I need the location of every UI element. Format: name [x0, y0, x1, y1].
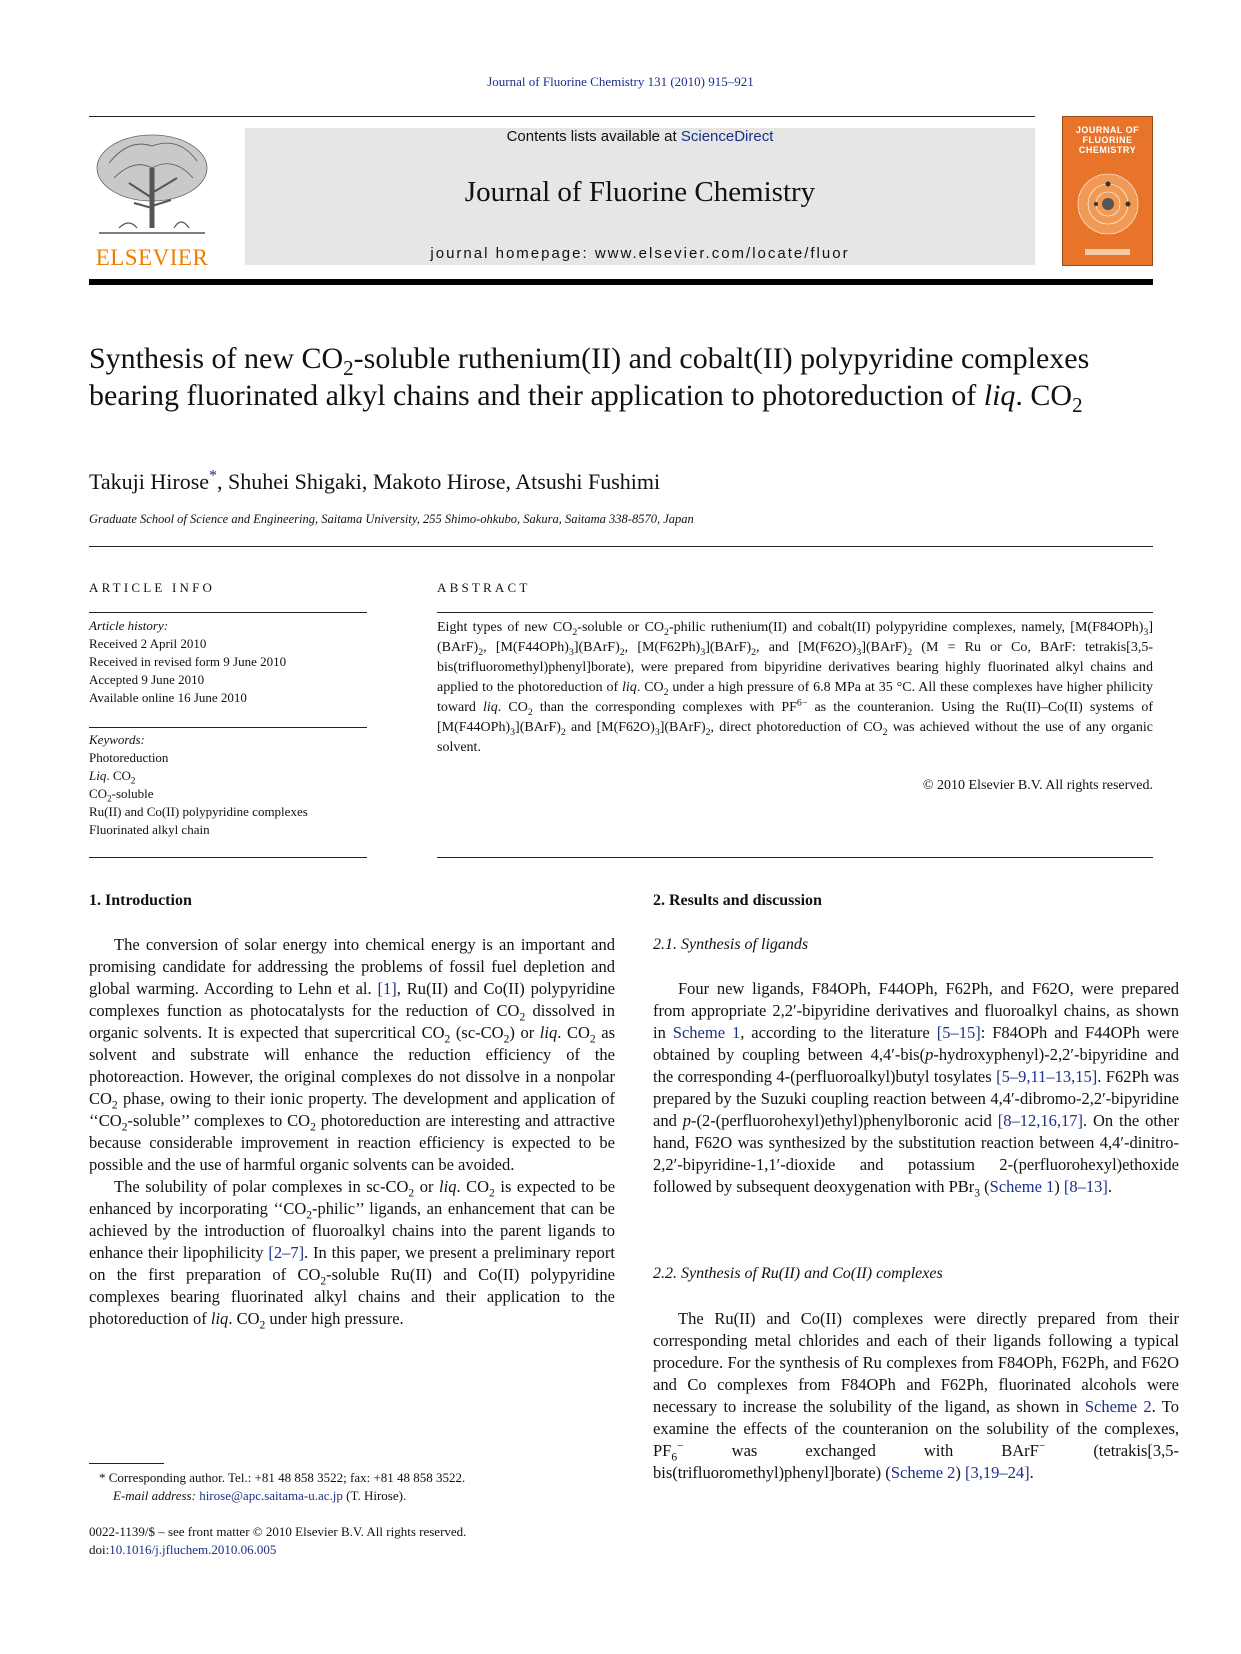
running-head: Journal of Fluorine Chemistry 131 (2010) 915–921	[487, 74, 754, 89]
journal-cover-image	[1062, 116, 1153, 266]
elsevier-wordmark: ELSEVIER	[95, 245, 209, 270]
citation-link[interactable]: [8–13]	[1063, 1177, 1108, 1196]
history-received: Received 2 April 2010	[89, 636, 207, 651]
contents-line	[245, 128, 1035, 145]
scheme-link[interactable]: Scheme 2	[1084, 1397, 1152, 1416]
citation-link[interactable]: [1]	[377, 979, 397, 998]
citation-link[interactable]: [8–12,16,17]	[997, 1111, 1084, 1130]
keyword-item: Fluorinated alkyl chain	[89, 822, 210, 837]
history-accepted: Accepted 9 June 2010	[89, 672, 205, 687]
divider	[437, 612, 1153, 613]
citation-link[interactable]: [3,19–24]	[965, 1463, 1030, 1482]
scheme-link[interactable]: Scheme 1	[989, 1177, 1055, 1196]
subsection-heading-ligands: 2.1. Synthesis of ligands	[653, 936, 809, 953]
article-info-heading: ARTICLE INFO	[89, 580, 216, 595]
citation-link[interactable]: [2–7]	[268, 1243, 305, 1262]
journal-masthead	[245, 128, 1035, 265]
keyword-item: Liq. $CO_2$	[89, 768, 136, 786]
keywords: Keywords: Photoreduction Liq. $CO_2$ $CO_2$-soluble Ru(II) and Co(II) polypyridine complexes Fluorinated alkyl chain	[89, 731, 367, 839]
top-rule	[89, 116, 1035, 117]
ligand-synthesis-text: Four new ligands, F84OPh, F44OPh, F62Ph, and F62O, were prepared from appropriate 2,2′-bipyridine derivatives and fluoroalkyl chains, as shown in Scheme 1, according to the literature [5–15]: F84OPh and F44OPh were obtained by coupling between 4,4′-bis(p-hydroxyphenyl)-2,2′-bipyridine and the corresponding 4-(perfluoroalkyl)butyl tosylates [5–9,11–13,15]. F62Ph was prepared by the Suzuki coupling reaction between 4,4′-dibromo-2,2′-bipyridine and p-(2-(perfluorohexyl)ethyl)phenylboronic acid [8–12,16,17]. On the other hand, F62O was synthesized by the substitution reaction between 4,4′-dinitro-2,2′-bipyridine-1,1′-dioxide and potassium 2-(perfluorohexyl)ethoxide followed by subsequent deoxygenation with PBr$_3$ (Scheme 1) [8–13].	[653, 979, 1180, 1200]
section-heading-results: 2. Results and discussion	[653, 892, 822, 909]
doi-link[interactable]: 10.1016/j.jfluchem.2010.06.005	[109, 1542, 277, 1557]
scheme-link[interactable]: Scheme 2	[890, 1463, 956, 1482]
divider	[89, 546, 1153, 547]
keyword-item: Ru(II) and Co(II) polypyridine complexes	[89, 804, 308, 819]
divider	[89, 727, 367, 728]
divider	[437, 857, 1153, 858]
divider	[89, 612, 367, 613]
keyword-item: $CO_2$-soluble	[89, 786, 154, 804]
masthead-rule	[89, 279, 1153, 285]
journal-name: Journal of Fluorine Chemistry	[464, 176, 816, 208]
citation-link[interactable]: [5–9,11–13,15]	[996, 1067, 1098, 1086]
section-heading-introduction: 1. Introduction	[89, 892, 192, 909]
sciencedirect-link[interactable]: ScienceDirect	[680, 128, 774, 145]
abstract-heading: ABSTRACT	[437, 580, 531, 595]
subsection-heading-complexes: 2.2. Synthesis of Ru(II) and Co(II) complexes	[653, 1265, 943, 1282]
article-history: Article history: Received 2 April 2010 Received in revised form 9 June 2010 Accepted 9 June 2010 Available online 16 June 2010	[89, 617, 367, 707]
divider	[89, 857, 367, 858]
corresponding-author-mark[interactable]: *	[209, 467, 218, 485]
cover-title: JOURNAL OF FLUORINE CHEMISTRY	[1075, 125, 1140, 155]
cover-footer-strip	[1085, 249, 1130, 255]
article-title: Synthesis of new $CO_2$-soluble ruthenium(II) and cobalt(II) polypyridine complexes bearing fluorinated alkyl chains and their application to photoreduction of liq. $CO_2$	[89, 342, 1090, 417]
abstract-body: Eight types of new $CO_2$-soluble or $CO_2$-philic ruthenium(II) and cobalt(II) polypyridine complexes, namely, $[M(F84OPh)_3](BArF)_2$, $[M(F44OPh)_3](BArF)_2$, $[M(F62Ph)_3](BArF)_2$, and $[M(F62O)_3](BArF)_2$ (M = Ru or Co, BArF: tetrakis[3,5-bis(trifluoromethyl)phenyl]borate), were prepared from bipyridine derivatives bearing highly fluorinated alkyl chains and applied to the photoreduction of liq. $CO_2$ under a high pressure of 6.8 MPa at 35 °C. All these complexes have higher philicity toward liq. $CO_2$ than the corresponding complexes with $PF^{6-}$ as the counteranion. Using the Ru(II)–Co(II) systems of $[M(F44OPh)_3](BArF)_2$ and $[M(F62O)_3](BArF)_2$, direct photoreduction of $CO_2$ was achieved without the use of any organic solvent.	[437, 620, 1154, 755]
history-online: Available online 16 June 2010	[89, 690, 247, 705]
doi-line: doi:10.1016/j.jfluchem.2010.06.005	[89, 1542, 277, 1557]
scheme-link[interactable]: Scheme 1	[672, 1023, 741, 1042]
author-list: Takuji Hirose*, Shuhei Shigaki, Makoto Hirose, Atsushi Fushimi	[89, 467, 661, 494]
keyword-item: Photoreduction	[89, 750, 169, 765]
introduction-text: The conversion of solar energy into chemical energy is an important and promising candidate for addressing the problems of fossil fuel depletion and global warming. According to Lehn et al. [1], Ru(II) and Co(II) polypyridine complexes function as photocatalysts for the reduction of $CO_2$ dissolved in organic solvents. It is expected that supercritical $CO_2$ $(sc-CO_2)$ or liq. $CO_2$ as solvent and substrate will enhance the reduction efficiency of the photoreaction. However, the original complexes do not dissolve in a nonpolar $CO_2$ phase, owing to their ionic property. The development and application of ‘‘$CO_2$-soluble’’ complexes to $CO_2$ photoreduction are interesting and attractive because considerable improvement in reaction efficiency is expected to be possible and the use of harmful organic solvents can be avoided. The solubility of polar complexes in $sc-CO_2$ or liq. $CO_2$ is expected to be enhanced by incorporating ‘‘$CO_2$-philic’’ ligands, an enhancement that can be achieved by the introduction of fluoroalkyl chains into the parent ligands to enhance their lipophilicity [2–7]. In this paper, we present a preliminary report on the first preparation of $CO_2$-soluble Ru(II) and Co(II) polypyridine complexes bearing fluorinated alkyl chains and their application to the photoreduction of liq. $CO_2$ under high pressure.	[89, 935, 616, 1332]
abstract-copyright: © 2010 Elsevier B.V. All rights reserved.	[922, 778, 1153, 793]
email-link[interactable]: hirose@apc.saitama-u.ac.jp	[199, 1488, 343, 1503]
contents-prefix: Contents lists available at	[506, 128, 681, 145]
front-matter	[89, 1523, 615, 1559]
journal-homepage[interactable]: journal homepage: www.elsevier.com/locate/fluor	[430, 245, 850, 262]
history-revised: Received in revised form 9 June 2010	[89, 654, 287, 669]
issn-line: 0022-1139/$ – see front matter © 2010 Elsevier B.V. All rights reserved.	[89, 1524, 467, 1539]
citation-link[interactable]: [5–15]	[936, 1023, 981, 1042]
footnote-rule	[89, 1463, 164, 1464]
complex-synthesis-text: The Ru(II) and Co(II) complexes were directly prepared from their corresponding metal chlorides and each of their ligands following a typical procedure. For the synthesis of Ru complexes from F84OPh, F62Ph, and F62O and Co complexes from F84OPh and F62Ph, fluorinated alcohols were necessary to increase the solubility of the ligand, as shown in Scheme 2. To examine the effects of the counteranion on the solubility of the complexes, $PF_6^-$ was exchanged with BArF− (tetrakis[3,5-bis(trifluoromethyl)phenyl]borate) (Scheme 2) [3,19–24].	[653, 1309, 1179, 1482]
affiliation: Graduate School of Science and Engineering, Saitama University, 255 Shimo-ohkubo, Sakura, Saitama 338-8570, Japan	[89, 512, 694, 526]
corresponding-footnote: * Corresponding author. Tel.: +81 48 858 3522; fax: +81 48 858 3522. E-mail address: hirose@apc.saitama-u.ac.jp (T. Hirose).	[99, 1470, 466, 1503]
atom-icon	[1073, 169, 1143, 239]
